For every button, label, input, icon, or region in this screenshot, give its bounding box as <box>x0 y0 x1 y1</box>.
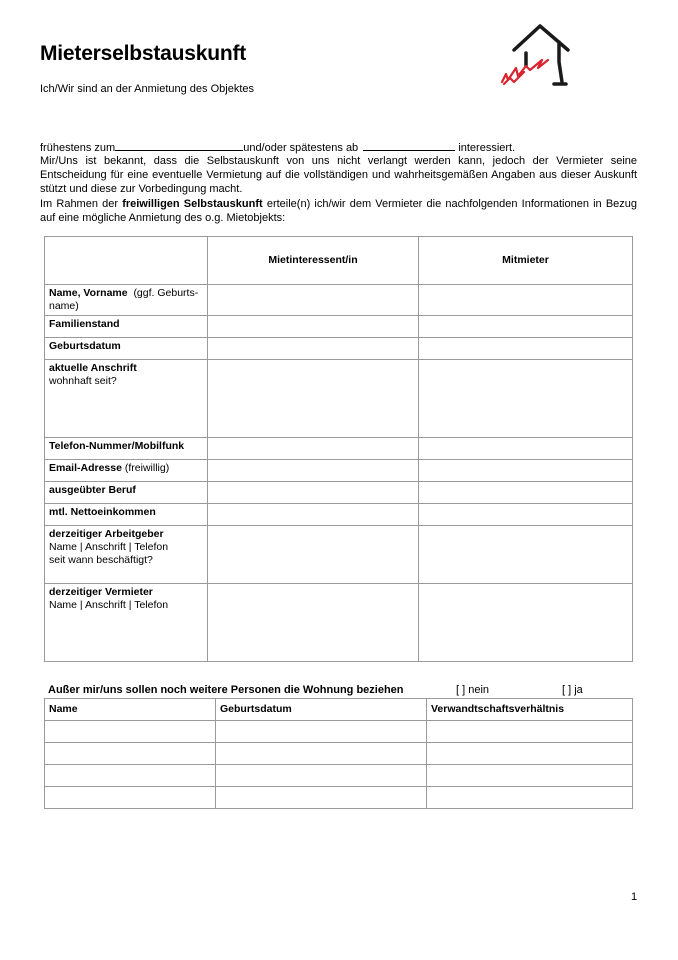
input-einkommen-applicant[interactable] <box>208 504 419 526</box>
geburtsdatum-label: Geburtsdatum <box>49 340 121 352</box>
additional-persons-table <box>44 698 633 809</box>
subtitle: Ich/Wir sind an der Anmietung des Objektes <box>40 83 254 95</box>
consent-text-bold: freiwilligen Selbstauskunft <box>122 198 263 210</box>
person-relation-cell[interactable] <box>427 787 633 809</box>
row-label-vermieter <box>45 584 208 662</box>
input-vermieter-applicant[interactable] <box>208 584 419 662</box>
row-label-geburtsdatum <box>45 338 208 360</box>
date-from-label: frühestens zum <box>40 142 116 154</box>
col-header-verwandtschaft: Verwandtschaftsverhältnis <box>427 699 633 721</box>
beruf-label: ausgeübter Beruf <box>49 484 136 496</box>
telefon-label: Telefon-Nummer/Mobilfunk <box>49 440 185 452</box>
table-row <box>45 721 633 743</box>
row-label-anschrift <box>45 360 208 438</box>
row-label-name <box>45 285 208 316</box>
input-beruf-applicant[interactable] <box>208 482 419 504</box>
header-empty-cell <box>45 237 208 285</box>
input-anschrift-applicant[interactable] <box>208 360 419 438</box>
input-arbeitgeber-applicant[interactable] <box>208 526 419 584</box>
input-arbeitgeber-cotenant[interactable] <box>419 526 633 584</box>
input-telefon-cotenant[interactable] <box>419 438 633 460</box>
input-familienstand-cotenant[interactable] <box>419 316 633 338</box>
consent-text-b: erteile(n) ich/wir dem Vermieter die nachfolgenden Informationen in Bezug auf eine mögliche Anmietung des o.g. Mietobjekts: <box>40 198 638 225</box>
vermieter-label: derzeitiger Vermieter <box>49 586 153 598</box>
input-telefon-applicant[interactable] <box>208 438 419 460</box>
date-to-field[interactable] <box>363 140 455 151</box>
consent-paragraph <box>40 197 637 225</box>
person-name-cell[interactable] <box>45 765 216 787</box>
additional-persons-question: Außer mir/uns sollen noch weitere Personen die Wohnung beziehen <box>48 684 404 696</box>
row-label-email <box>45 460 208 482</box>
input-email-applicant[interactable] <box>208 460 419 482</box>
applicant-table <box>44 236 633 662</box>
input-geburtsdatum-applicant[interactable] <box>208 338 419 360</box>
table-row <box>45 765 633 787</box>
page-title: Mieterselbstauskunft <box>40 42 247 65</box>
input-vermieter-cotenant[interactable] <box>419 584 633 662</box>
input-einkommen-cotenant[interactable] <box>419 504 633 526</box>
checkbox-ja[interactable]: [ ] ja <box>562 684 583 696</box>
person-relation-cell[interactable] <box>427 743 633 765</box>
col-header-cotenant: Mitmieter <box>419 237 633 285</box>
date-line <box>40 140 637 155</box>
date-from-field[interactable] <box>115 140 243 151</box>
person-birthdate-cell[interactable] <box>216 721 427 743</box>
name-label: Name, Vorname <box>49 287 128 299</box>
consent-text-a: Im Rahmen der <box>40 198 119 210</box>
arbeitgeber-label: derzeitiger Arbeitgeber <box>49 528 164 540</box>
col-header-geburtsdatum: Geburtsdatum <box>216 699 427 721</box>
person-name-cell[interactable] <box>45 721 216 743</box>
familienstand-label: Familienstand <box>49 318 120 330</box>
email-label: Email-Adresse <box>49 462 122 474</box>
name-note: (ggf. Geburts-name) <box>49 287 199 312</box>
input-name-applicant[interactable] <box>208 285 419 316</box>
person-name-cell[interactable] <box>45 743 216 765</box>
row-label-einkommen <box>45 504 208 526</box>
input-email-cotenant[interactable] <box>419 460 633 482</box>
table-row <box>45 787 633 809</box>
col-header-name: Name <box>45 699 216 721</box>
checkbox-nein[interactable]: [ ] nein <box>456 684 490 696</box>
house-logo <box>496 22 576 92</box>
row-label-familienstand <box>45 316 208 338</box>
row-label-arbeitgeber <box>45 526 208 584</box>
anschrift-label: aktuelle Anschrift <box>49 362 137 374</box>
person-birthdate-cell[interactable] <box>216 743 427 765</box>
person-name-cell[interactable] <box>45 787 216 809</box>
einkommen-label: mtl. Nettoeinkommen <box>49 506 156 518</box>
input-name-cotenant[interactable] <box>419 285 633 316</box>
table-row <box>45 743 633 765</box>
arbeitgeber-note1: Name | Anschrift | Telefon <box>49 541 169 553</box>
page-number: 1 <box>631 891 638 903</box>
person-relation-cell[interactable] <box>427 765 633 787</box>
person-relation-cell[interactable] <box>427 721 633 743</box>
email-note: (freiwillig) <box>124 462 170 474</box>
anschrift-note: wohnhaft seit? <box>49 375 117 387</box>
date-to-label: und/oder spätestens ab <box>243 142 359 154</box>
input-familienstand-applicant[interactable] <box>208 316 419 338</box>
row-label-telefon <box>45 438 208 460</box>
input-anschrift-cotenant[interactable] <box>419 360 633 438</box>
col-header-applicant: Mietinteressent/in <box>208 237 419 285</box>
vermieter-note: Name | Anschrift | Telefon <box>49 599 169 611</box>
input-geburtsdatum-cotenant[interactable] <box>419 338 633 360</box>
input-beruf-cotenant[interactable] <box>419 482 633 504</box>
arbeitgeber-note2: seit wann beschäftigt? <box>49 554 153 566</box>
row-label-beruf <box>45 482 208 504</box>
date-line-end: interessiert. <box>458 142 516 154</box>
person-birthdate-cell[interactable] <box>216 765 427 787</box>
person-birthdate-cell[interactable] <box>216 787 427 809</box>
notice-paragraph: Mir/Uns ist bekannt, dass die Selbstauskunft von uns nicht verlangt werden kann, jedoch der Vermieter seine Entscheidung für eine eventuelle Vermietung auf die vollständigen und wahrheitsgemäßen Angaben aus dieser Auskunft stützt und diese zur Vorbedingung macht. <box>40 155 637 196</box>
